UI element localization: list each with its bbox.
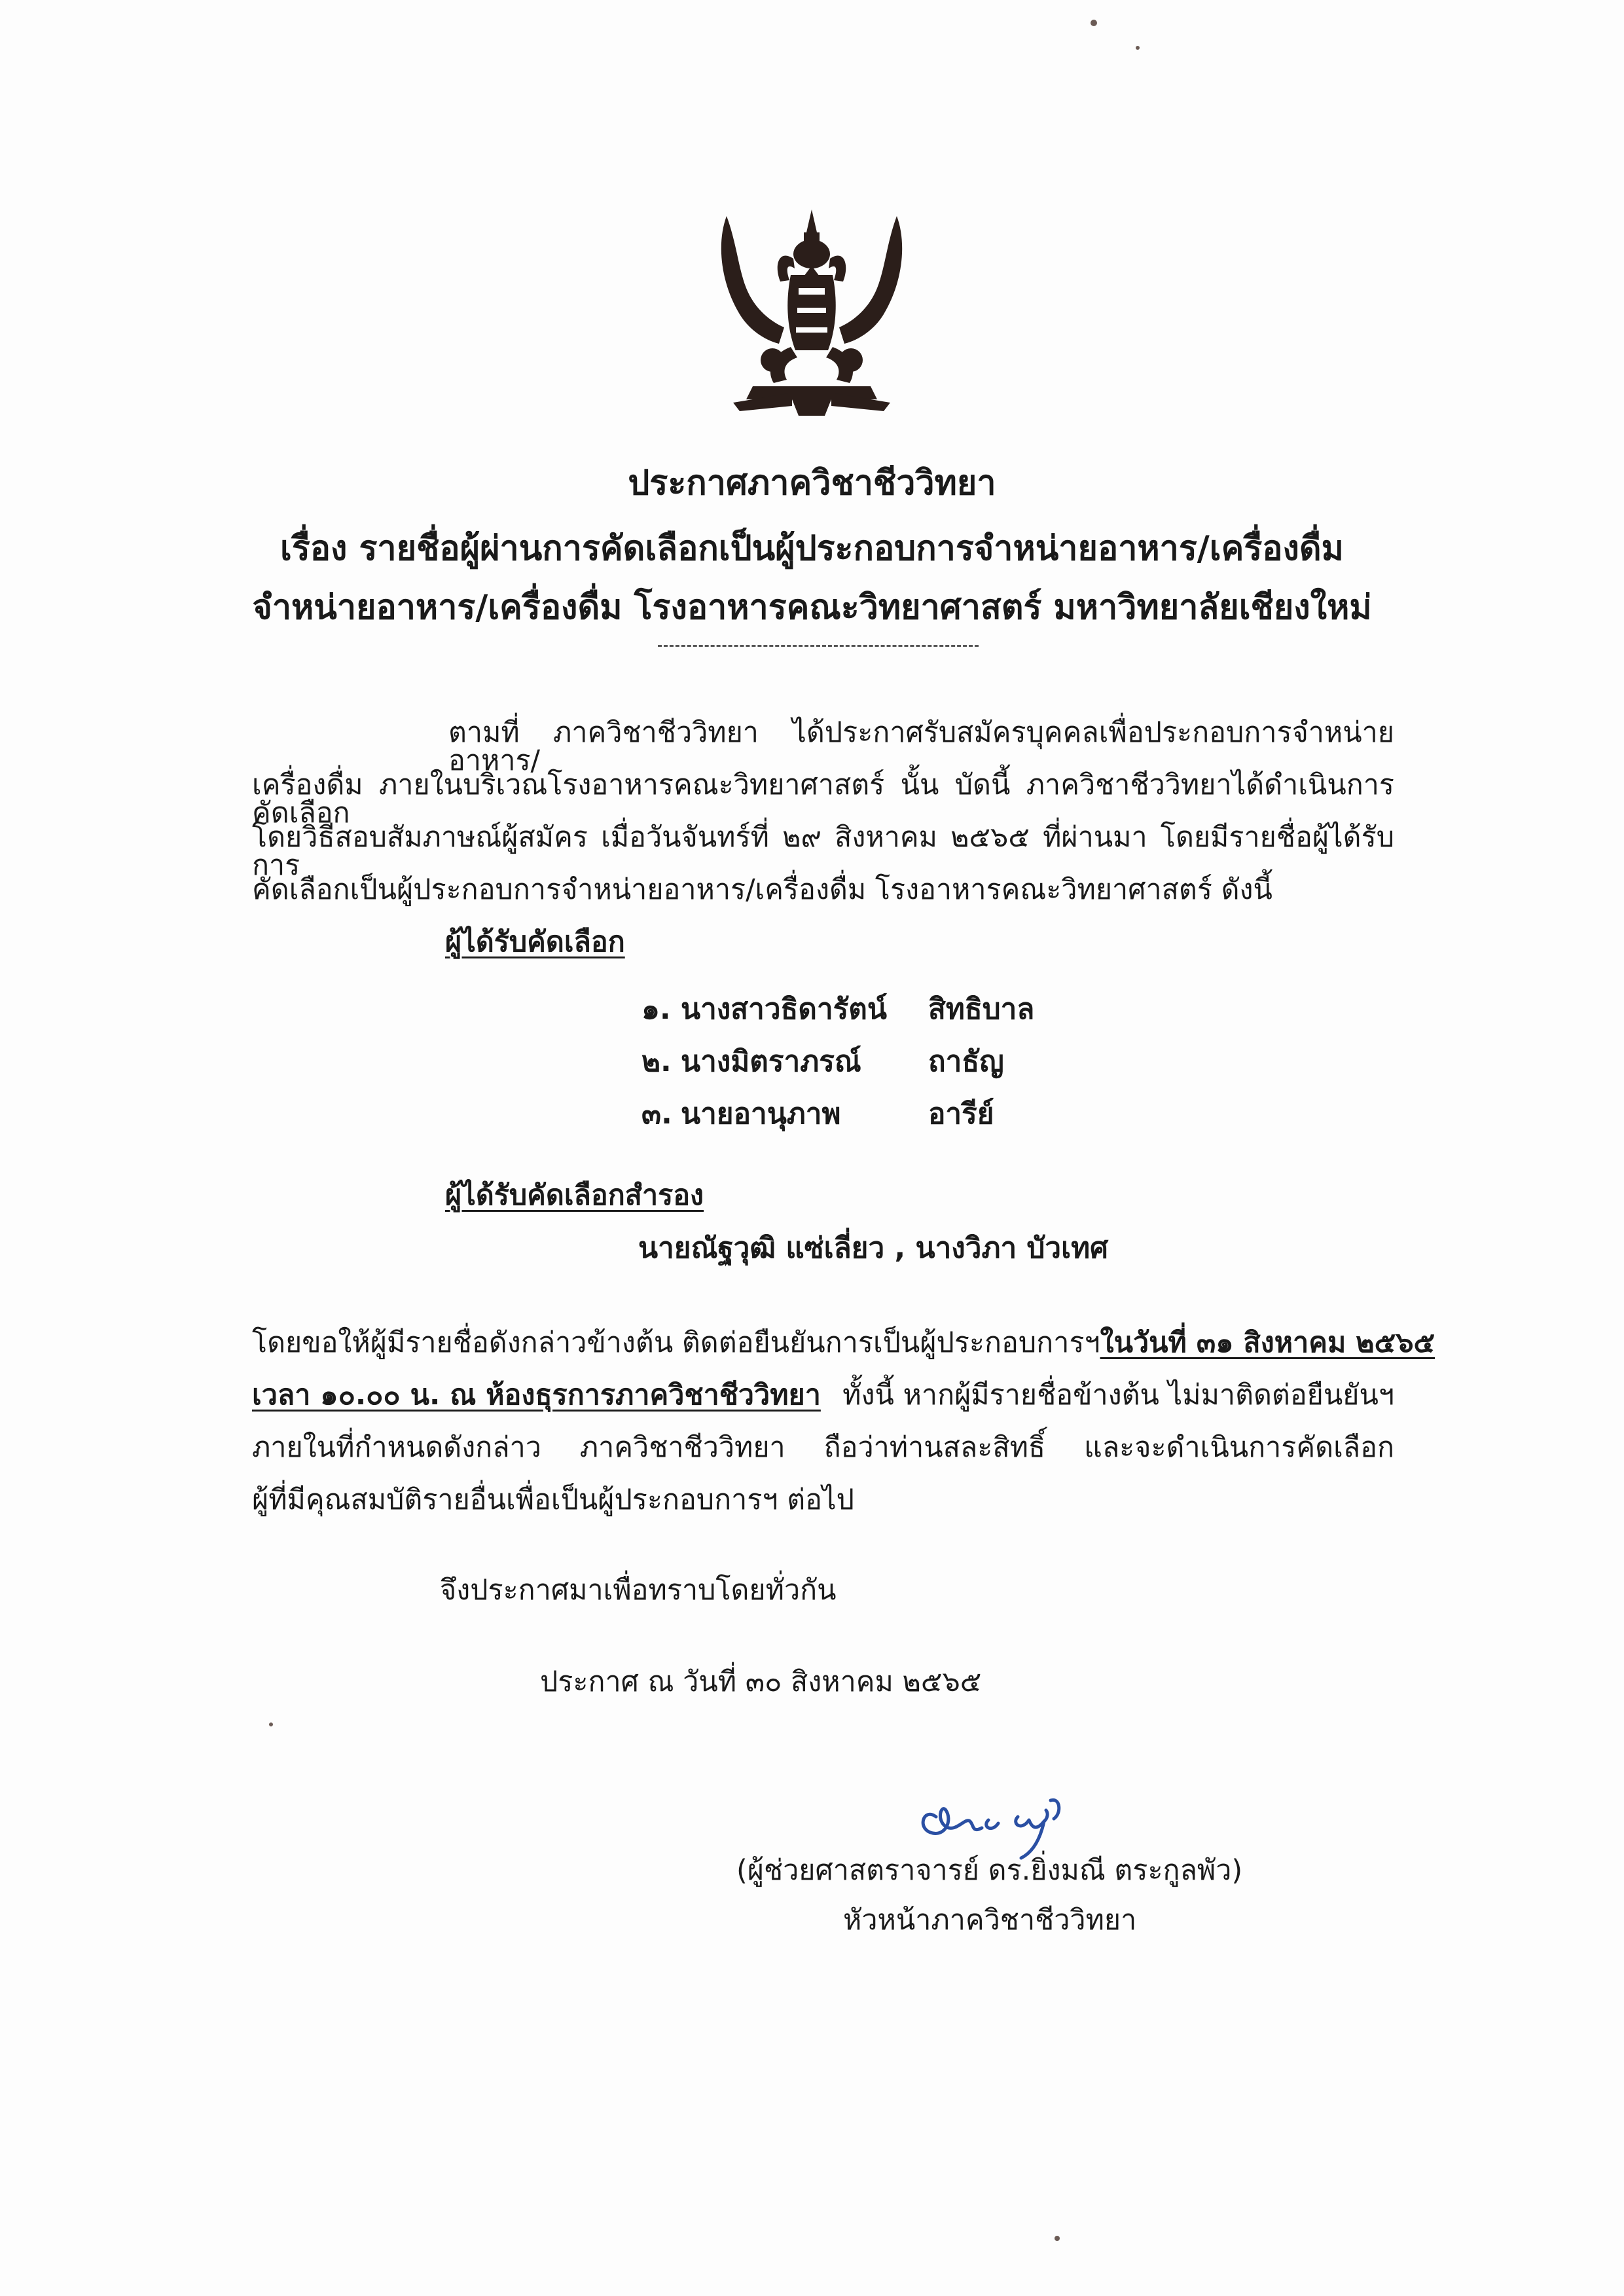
contact-line-1	[252, 1326, 1435, 1359]
selected-number: ๓.	[641, 1097, 672, 1131]
contact-date: ในวันที่ ๓๑ สิงหาคม ๒๕๖๕	[1100, 1326, 1435, 1359]
paper-speck	[1091, 20, 1097, 26]
intro-line-3: โดยวิธีสอบสัมภาษณ์ผู้สมัคร เมื่อวันจันทร์ที่ ๒๙ สิงหาคม ๒๕๖๕ ที่ผ่านมา โดยมีรายชื่อผู้ได้รับการ	[252, 821, 1394, 882]
announcement-date: ประกาศ ณ วันที่ ๓๐ สิงหาคม ๒๕๖๕	[540, 1666, 982, 1698]
subject-line: เรื่อง รายชื่อผู้ผ่านการคัดเลือกเป็นผู้ประกอบการจำหน่ายอาหาร/เครื่องดื่ม	[280, 529, 1344, 568]
reserve-heading: ผู้ได้รับคัดเลือกสำรอง	[445, 1179, 704, 1212]
paper-speck	[1136, 46, 1140, 50]
contact-instruction: โดยขอให้ผู้มีรายชื่อดังกล่าวข้างต้น ติดต่อยืนยันการเป็นผู้ประกอบการฯ	[252, 1326, 1100, 1359]
selected-number: ๑.	[641, 993, 671, 1026]
garuda-emblem-icon	[713, 203, 910, 419]
announcement-closing: จึงประกาศมาเพื่อทราบโดยทั่วกัน	[440, 1574, 837, 1607]
contact-line-3: ภายในที่กำหนดดังกล่าว ภาควิชาชีววิทยา ถือว่าท่านสละสิทธิ์ และจะดำเนินการคัดเลือก	[252, 1431, 1394, 1464]
selected-name: นางมิตราภรณ์	[681, 1045, 861, 1078]
intro-line-2: เครื่องดื่ม ภายในบริเวณโรงอาหารคณะวิทยาศาสตร์ นั้น บัดนี้ ภาควิชาชีววิทยาได้ดำเนินการคัดเลือก	[252, 769, 1394, 829]
signatory-position: หัวหน้าภาควิชาชีววิทยา	[843, 1904, 1137, 1937]
page-title: ประกาศภาควิชาชีววิทยา	[628, 464, 996, 503]
paper-speck	[1055, 2236, 1060, 2241]
selected-surname: ถาธัญ	[928, 1045, 1004, 1078]
selected-number: ๒.	[641, 1045, 672, 1078]
selected-heading: ผู้ได้รับคัดเลือก	[445, 926, 625, 958]
contact-line-2	[252, 1381, 1394, 1410]
paper-speck	[269, 1722, 273, 1726]
intro-line-1: ตามที่ ภาควิชาชีววิทยา ได้ประกาศรับสมัครบุคคลเพื่อประกอบการจำหน่ายอาหาร/	[448, 716, 1394, 777]
selected-surname: สิทธิบาล	[928, 993, 1035, 1026]
selected-surname: อารีย์	[928, 1097, 994, 1131]
contact-condition: ทั้งนี้ หากผู้มีรายชื่อข้างต้น ไม่มาติดต่อยืนยันฯ	[842, 1379, 1394, 1412]
selected-name: นางสาวธิดารัตน์	[681, 993, 887, 1026]
divider-rule	[658, 645, 979, 647]
reserve-names: นายณัฐวุฒิ แซ่เลี่ยว , นางวิภา บัวเทศ	[638, 1231, 1109, 1265]
intro-line-4: คัดเลือกเป็นผู้ประกอบการจำหน่ายอาหาร/เครื่องดื่ม โรงอาหารคณะวิทยาศาสตร์ ดังนี้	[252, 873, 1272, 906]
handwritten-signature-icon	[910, 1781, 1106, 1866]
contact-time-location: เวลา ๑๐.๐๐ น. ณ ห้องธุรการภาควิชาชีววิทยา	[252, 1379, 821, 1412]
selected-name: นายอานุภาพ	[681, 1097, 841, 1131]
subject-line-continued: จำหน่ายอาหาร/เครื่องดื่ม โรงอาหารคณะวิทยาศาสตร์ มหาวิทยาลัยเชียงใหม่	[252, 588, 1372, 627]
signatory-name: (ผู้ช่วยศาสตราจารย์ ดร.ยิ่งมณี ตระกูลพัว)	[736, 1854, 1243, 1887]
contact-line-4: ผู้ที่มีคุณสมบัติรายอื่นเพื่อเป็นผู้ประกอบการฯ ต่อไป	[252, 1484, 854, 1516]
